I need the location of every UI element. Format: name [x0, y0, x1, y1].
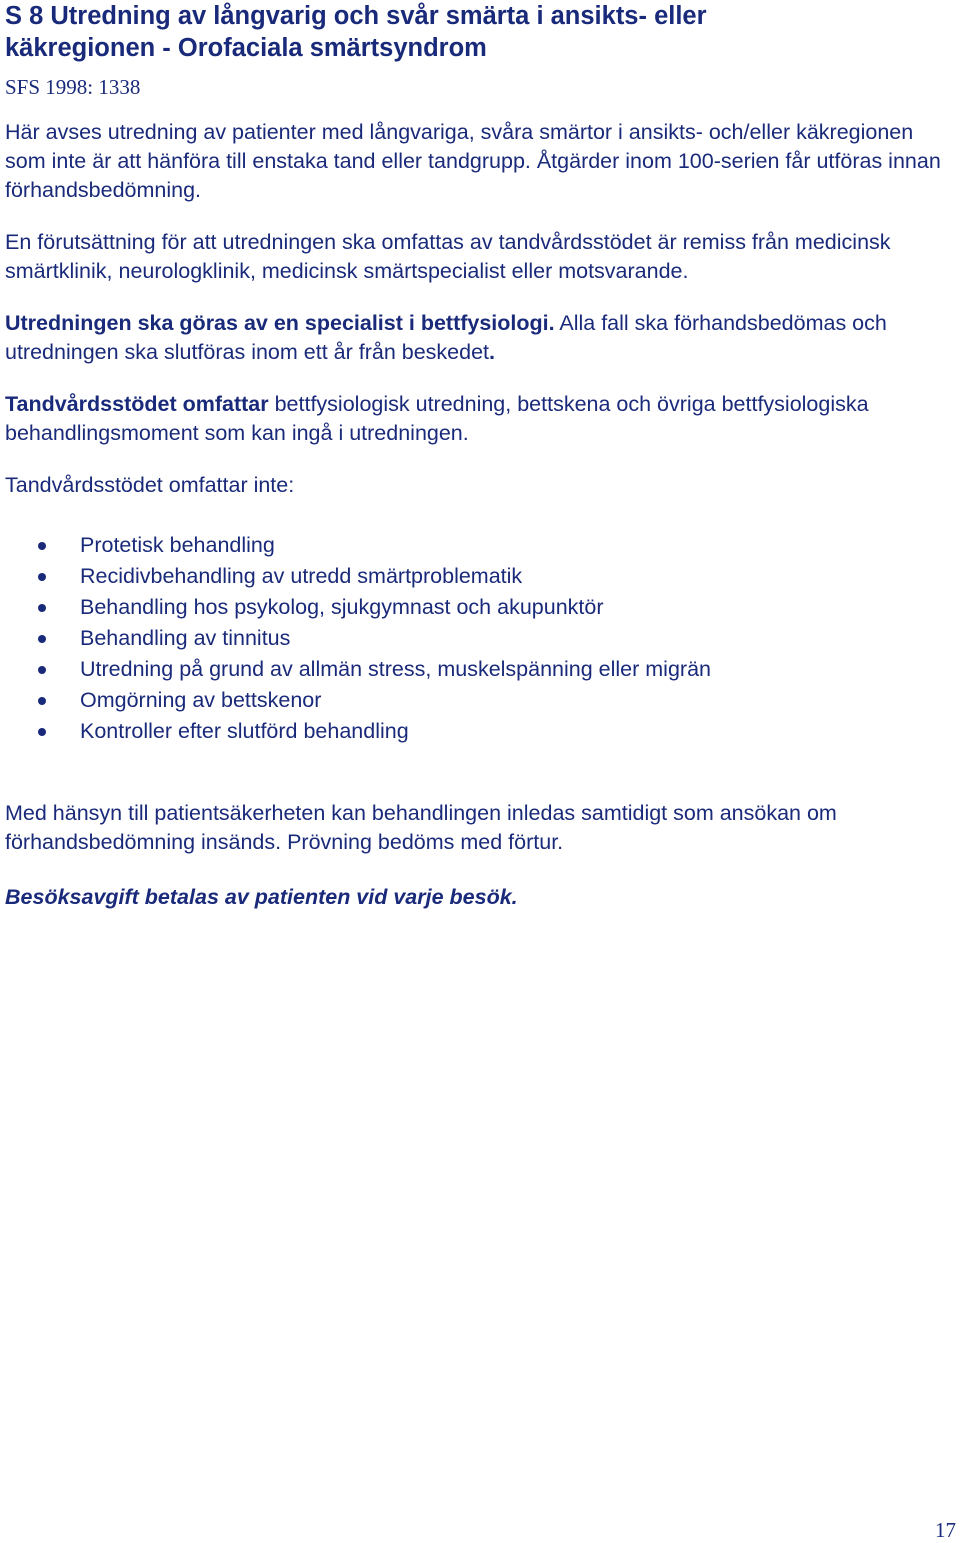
list-item — [5, 561, 950, 592]
list-item-text: Recidivbehandling av utredd smärtproblematik — [80, 564, 523, 588]
specialist-requirement: Utredningen ska göras av en specialist i bettfysiologi. — [5, 311, 555, 335]
list-item — [5, 623, 950, 654]
list-item-text: Utredning på grund av allmän stress, muskelspänning eller migrän — [80, 657, 711, 681]
bullet-icon — [38, 542, 46, 550]
bullet-icon — [38, 697, 46, 705]
bullet-icon — [38, 728, 46, 736]
bullet-icon — [38, 604, 46, 612]
specialist-details: Alla fall ska förhandsbedömas och utredningen ska slutföras inom ett år från beskedet — [5, 311, 887, 364]
list-item-text: Kontroller efter slutförd behandling — [80, 719, 409, 743]
intro-paragraph: Här avses utredning av patienter med långvariga, svåra smärtor i ansikts- och/eller käkregionen som inte är att hänföra till enstaka tand eller tandgrupp. Åtgärder inom 100-serien får utföras innan förhandsbedömning. — [5, 120, 941, 202]
list-item-text: Protetisk behandling — [80, 533, 275, 557]
exclusions-list — [5, 530, 950, 747]
visit-fee-note: Besöksavgift betalas av patienten vid varje besök. — [5, 885, 518, 909]
referral-paragraph: En förutsättning för att utredningen ska omfattas av tandvårdsstödet är remiss från medicinsk smärtklinik, neurologklinik, medicinsk smärtspecialist eller motsvarande. — [5, 230, 891, 283]
list-item-text: Omgörning av bettskenor — [80, 688, 322, 712]
safety-paragraph: Med hänsyn till patientsäkerheten kan behandlingen inledas samtidigt som ansökan om förhandsbedömning insänds. Prövning bedöms med förtur. — [5, 801, 837, 854]
document-page — [5, 0, 950, 912]
statute-reference: SFS 1998: 1338 — [5, 75, 141, 99]
bullet-icon — [38, 666, 46, 674]
heading-line-1: S 8 Utredning av långvarig och svår smärta i ansikts- eller — [5, 2, 707, 30]
specialist-paragraph — [5, 309, 950, 367]
section-heading — [5, 0, 950, 64]
exclusions-heading: Tandvårdsstödet omfattar inte: — [5, 473, 295, 497]
heading-line-2: käkregionen - Orofaciala smärtsyndrom — [5, 34, 487, 62]
bullet-icon — [38, 573, 46, 581]
list-item-text: Behandling av tinnitus — [80, 626, 291, 650]
list-item-text: Behandling hos psykolog, sjukgymnast och akupunktör — [80, 595, 604, 619]
specialist-period: . — [489, 340, 496, 364]
bullet-icon — [38, 635, 46, 643]
list-item — [5, 592, 950, 623]
list-item — [5, 685, 950, 716]
list-item — [5, 530, 950, 561]
coverage-paragraph — [5, 390, 950, 448]
page-number: 17 — [935, 1518, 956, 1542]
list-item — [5, 654, 950, 685]
list-item — [5, 716, 950, 747]
coverage-label: Tandvårdsstödet omfattar — [5, 392, 269, 416]
coverage-details: bettfysiologisk utredning, bettskena och övriga bettfysiologiska behandlingsmoment som kan ingå i utredningen. — [5, 392, 869, 445]
